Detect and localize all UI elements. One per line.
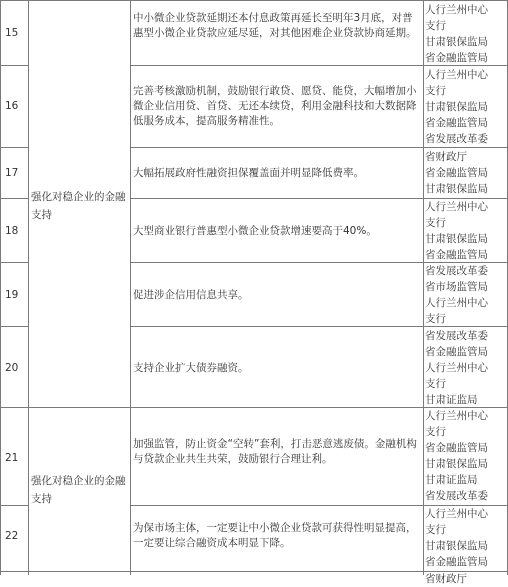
row-number: 19 [5, 289, 19, 301]
measure-cell: 为保市场主体，一定要让中小微企业贷款可获得性明显提高，一定要让综合融资成本明显下降。 [133, 522, 417, 549]
departments-cell: 人行兰州中心 支行 省金融监管局 甘肃银保监局 甘肃证监局 省发展改革委 [425, 410, 488, 502]
measure-cell: 加强监管，防止资金“空转”套利，打击恶意逃废债。金融机构与贷款企业共生共荣，鼓励银行合理让利。 [133, 438, 417, 465]
measure-cell: 大幅拓展政府性融资担保覆盖面并明显降低费率。 [133, 167, 364, 179]
category-cell: 强化对稳企业的金融支持 [31, 475, 126, 505]
row-number: 16 [5, 100, 19, 112]
row-number: 22 [5, 530, 19, 542]
measure-cell: 促进涉企信用信息共享。 [133, 289, 249, 301]
departments-cell: 人行兰州中心 支行 甘肃银保监局 省金融监管局 [425, 508, 488, 568]
row-number: 17 [5, 167, 19, 179]
measure-cell: 大型商业银行普惠型小微企业贷款增速要高于40%。 [133, 225, 377, 237]
category-cell: 强化对稳企业的金融支持 [31, 191, 126, 221]
measure-cell: 中小微企业贷款延期还本付息政策再延长至明年3月底，对普惠型小微企业贷款应延尽延，对其他困难企业贷款协商延期。 [133, 12, 417, 39]
row-number: 15 [5, 27, 19, 39]
departments-cell: 人行兰州中心 支行 甘肃银保监局 省金融监管局 [425, 201, 488, 261]
departments-cell: 人行兰州中心 支行 甘肃银保监局 省金融监管局 省发展改革委 [425, 69, 488, 145]
departments-cell: 人行兰州中心 支行 甘肃银保监局 省金融监管局 [425, 4, 488, 64]
departments-cell: 省发展改革委 省市场监管局 人行兰州中心 支行 [425, 265, 488, 325]
row-number: 18 [5, 225, 19, 237]
row-number: 20 [5, 362, 19, 374]
measure-cell: 完善考核激励机制，鼓励银行敢贷、愿贷、能贷，大幅增加小微企业信用贷、首贷、无还本续贷，利用金融科技和大数据降低服务成本，提高服务精准性。 [133, 85, 417, 127]
row-number: 21 [5, 452, 19, 464]
departments-cell: 省发展改革委 省金融监管局 人行兰州中心 支行 甘肃证监局 [425, 330, 488, 406]
departments-cell-partial: 省财政厅 [425, 573, 467, 585]
departments-cell: 省财政厅 省金融监管局 甘肃银保监局 [425, 151, 488, 195]
measure-cell: 支持企业扩大债券融资。 [133, 362, 249, 374]
